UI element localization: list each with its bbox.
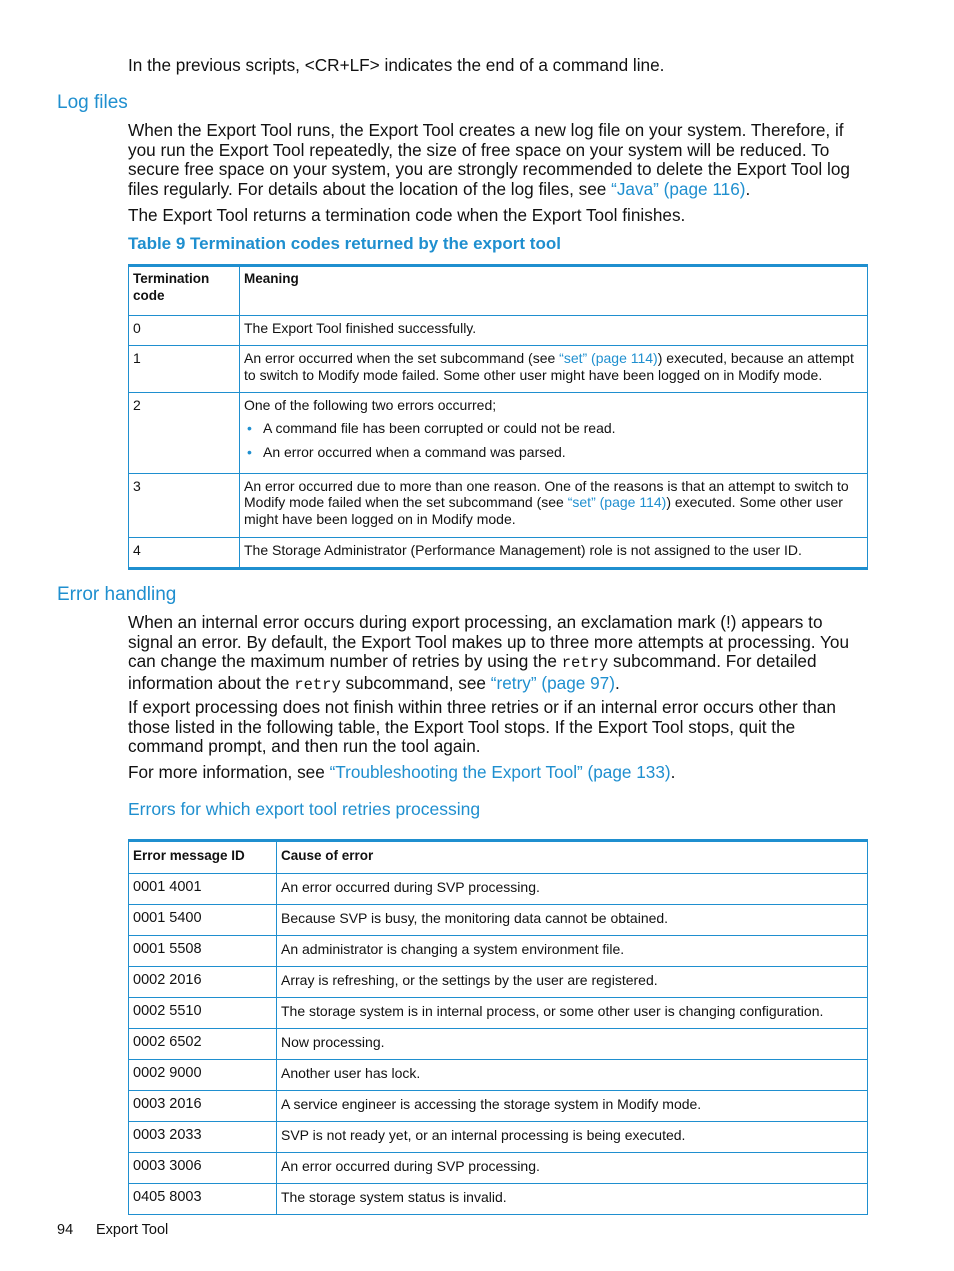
set-page-link[interactable]: “set” (page 114): [559, 350, 658, 366]
error-id-cell: 0001 4001: [129, 874, 277, 905]
page-number: 94: [57, 1222, 74, 1238]
meaning-text: An error occurred due to more than one reason. One of the reasons is that an attempt to switch to Modify mode failed when the set subcommand (see: [244, 477, 849, 511]
java-page-link[interactable]: “Java” (page 116): [611, 178, 746, 199]
meaning-text: One of the following two errors occurred;: [244, 397, 497, 413]
table-row: [129, 874, 868, 905]
table-row: [129, 1029, 868, 1060]
table-row: [129, 1122, 868, 1153]
error-handling-text: subcommand, see: [340, 672, 491, 693]
retries-table: [128, 839, 868, 1215]
retry-code: retry: [561, 654, 609, 673]
cause-cell: An error occurred during SVP processing.: [277, 874, 868, 905]
column-header-termination-code: Termination code: [129, 266, 240, 316]
meaning-cell: [240, 346, 868, 393]
bullet-icon: •: [247, 444, 252, 461]
meaning-cell: The Storage Administrator (Performance Management) role is not assigned to the user ID.: [240, 537, 868, 568]
export-stops-paragraph: If export processing does not finish within three retries or if an internal error occurs other than those listed in the following table, the Export Tool stops. If the Export Tool stops, quit the command prompt, and then run the tool again.: [128, 697, 836, 757]
code-cell: 3: [129, 473, 240, 537]
error-id-cell: 0002 6502: [129, 1029, 277, 1060]
bullet-icon: •: [247, 419, 252, 436]
code-cell: 4: [129, 537, 240, 568]
table-row: [129, 905, 868, 936]
error-handling-text: When an internal error occurs during export processing, an exclamation mark (!) appears to signal an error. By default, the Export Tool makes up to three more attempts at processing. You can change the maximum number of retries by using the: [128, 612, 850, 672]
table-row: [129, 473, 868, 537]
table-row: [129, 537, 868, 568]
cause-cell: The storage system status is invalid.: [277, 1184, 868, 1215]
meaning-text: An error occurred when the set subcommand (see: [244, 350, 560, 366]
error-id-cell: 0003 3006: [129, 1153, 277, 1184]
code-cell: 2: [129, 393, 240, 474]
footer-section-title: Export Tool: [96, 1222, 169, 1238]
retry-code: retry: [294, 675, 341, 694]
table-row: [129, 936, 868, 967]
code-cell: 1: [129, 346, 240, 393]
error-handling-period: .: [614, 672, 620, 693]
termination-codes-table: [128, 264, 868, 570]
error-id-cell: 0002 2016: [129, 967, 277, 998]
cause-cell: SVP is not ready yet, or an internal processing is being executed.: [277, 1122, 868, 1153]
cause-cell: A service engineer is accessing the storage system in Modify mode.: [277, 1091, 868, 1122]
retry-page-link[interactable]: “retry” (page 97): [490, 672, 615, 693]
table-row: [129, 998, 868, 1029]
column-header-meaning: Meaning: [240, 266, 868, 316]
meaning-text: ) executed. Some other user might have been logged on in Modify mode.: [244, 494, 843, 527]
more-info-text: For more information, see: [128, 762, 330, 782]
table-row: [129, 346, 868, 393]
cause-cell: Array is refreshing, or the settings by the user are registered.: [277, 967, 868, 998]
log-files-period: .: [745, 178, 751, 199]
code-cell: 0: [129, 316, 240, 346]
log-files-paragraph: [128, 121, 868, 199]
error-id-cell: 0405 8003: [129, 1184, 277, 1215]
meaning-text: ) executed, because an attempt to switch to Modify mode failed. Some other user might have been logged on in Modify mode.: [244, 350, 854, 383]
table-row: [129, 316, 868, 346]
cause-cell: Another user has lock.: [277, 1060, 868, 1091]
cause-cell: Now processing.: [277, 1029, 868, 1060]
list-item: • An error occurred when a command was parsed.: [247, 444, 566, 461]
termination-code-text: The Export Tool returns a termination code when the Export Tool finishes.: [128, 205, 686, 225]
meaning-cell: [240, 393, 868, 474]
cause-cell: An error occurred during SVP processing.: [277, 1153, 868, 1184]
troubleshooting-link[interactable]: “Troubleshooting the Export Tool” (page 133): [329, 762, 671, 782]
meaning-cell: [240, 473, 868, 537]
error-id-cell: 0001 5508: [129, 936, 277, 967]
error-handling-text: subcommand. For detailed information about the: [128, 651, 817, 693]
cause-cell: The storage system is in internal process, or some other user is changing configuration.: [277, 998, 868, 1029]
set-page-link[interactable]: “set” (page 114): [567, 494, 667, 511]
table9-caption: Table 9 Termination codes returned by the export tool: [128, 234, 561, 253]
table-row: [129, 1060, 868, 1091]
log-files-heading: Log files: [57, 92, 128, 113]
cause-cell: An administrator is changing a system environment file.: [277, 936, 868, 967]
more-info-paragraph: [128, 763, 868, 783]
error-handling-heading: Error handling: [57, 584, 177, 605]
table-row: [129, 1153, 868, 1184]
meaning-cell: The Export Tool finished successfully.: [240, 316, 868, 346]
error-id-cell: 0002 5510: [129, 998, 277, 1029]
table-row: [129, 393, 868, 474]
error-id-cell: 0003 2016: [129, 1091, 277, 1122]
error-id-cell: 0002 9000: [129, 1060, 277, 1091]
intro-text: In the previous scripts, <CR+LF> indicates the end of a command line.: [128, 55, 665, 75]
bullet-list: [244, 420, 863, 461]
table-header-row: [129, 841, 868, 874]
error-id-cell: 0001 5400: [129, 905, 277, 936]
more-info-period: .: [670, 762, 676, 782]
table-row: [129, 1184, 868, 1215]
cause-cell: Because SVP is busy, the monitoring data cannot be obtained.: [277, 905, 868, 936]
retries-subheading: Errors for which export tool retries processing: [128, 799, 481, 819]
column-header-cause: Cause of error: [277, 841, 868, 874]
table-header-row: [129, 266, 868, 316]
table-row: [129, 967, 868, 998]
error-handling-paragraph: [128, 613, 868, 695]
column-header-error-id: Error message ID: [129, 841, 277, 874]
table-row: [129, 1091, 868, 1122]
log-files-text: When the Export Tool runs, the Export Tool creates a new log file on your system. Therefore, if you run the Export Tool repeatedly, the size of free space on your system will be reduced. To secure free space on your system, you are strongly recommended to delete the Export Tool log files regularly. For details about the location of the log files, see: [128, 120, 850, 199]
list-item: • A command file has been corrupted or could not be read.: [247, 419, 616, 436]
error-id-cell: 0003 2033: [129, 1122, 277, 1153]
